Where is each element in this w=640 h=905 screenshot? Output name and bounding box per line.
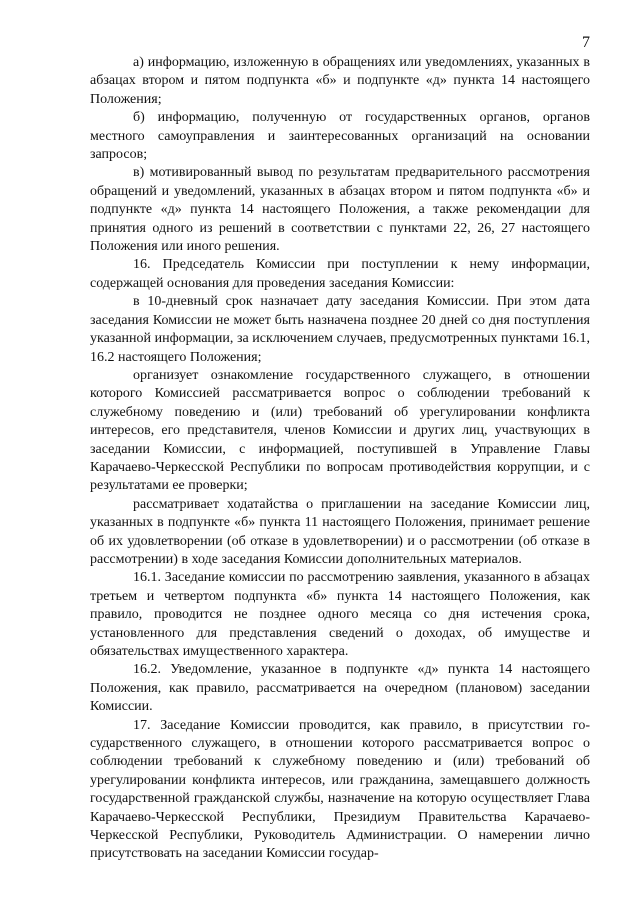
paragraph-16: 16. Председатель Комиссии при поступлении к нему информации, содержащей основания для проведения заседания Комиссии: <box>90 257 590 291</box>
paragraph-16-date: в 10-дневный срок назначает дату заседания Комиссии. При этом дата заседания Комиссии не может быть назначена позднее 20 дней со дня поступления указанной информации, за исключением случаев, предусмотренных пунктами 16.1, 16.2 настоящего Положения; <box>90 294 590 365</box>
page-number: 7 <box>582 34 590 51</box>
document-body <box>90 54 590 864</box>
paragraph-16-petitions: рассматривает ходатайства о приглашении на заседание Комиссии лиц, указанных в подпункте «б» пункта 11 настоящего Положения, принимает решение об их удовлетворении (об отказе в удовлетворении) и о рассмотрении (об отказе в рассмотрении) в ходе заседания Комиссии дополнительных материалов. <box>90 496 590 567</box>
paragraph-a: а) информацию, изложенную в обращениях или уведомлениях, указанных в абзацах втором и пятом подпункта «б» и подпункте «д» пункта 14 настоящего Положения; <box>90 55 590 107</box>
paragraph-17: 17. Заседание Комиссии проводится, как правило, в присутствии государственного служащего, в отношении которого рассматривается вопрос о соблюдении требований к служебному поведению и (или) требований об урегулировании конфликта интересов, или гражданина, замещавшего должность государственной гражданской службы, назначение на которую осуществляет Глава Карачаево-Черкесской Республики, Президиум Правительства Карачаево-Черкесской Республики, Руководитель Администрации. О намерении лично присутствовать на заседании Комиссии государ- <box>90 717 590 862</box>
paragraph-16-familiarization: организует ознакомление государственного служащего, в отношении которого Комиссией рассматривается вопрос о соблюдении требований к служебному поведению и (или) требований об урегулировании конфликта интересов, его представителя, членов Комиссии и других лиц, участвующих в заседании Комиссии, с информацией, поступившей в Управление Главы Карачаево-Черкесской Республики по вопросам противодействия коррупции, и с результатами ее проверки; <box>90 367 590 494</box>
paragraph-v: в) мотивированный вывод по результатам предварительного рассмотрения обращений и уведомлений, указанных в абзацах втором и пятом подпункта «б» и подпункте «д» пункта 14 настоящего Положения, а также рекомендации для принятия одного из решений в соответствии с пунктами 22, 26, 27 настоящего Положения или иного решения. <box>90 165 590 255</box>
paragraph-b: б) информацию, полученную от государственных органов, органов местного самоуправления и заинтересованных организаций на основании запросов; <box>90 110 590 163</box>
paragraph-16-1: 16.1. Заседание комиссии по рассмотрению заявления, указанного в абзацах третьем и четвертом подпункта «б» пункта 14 настоящего Положения, как правило, проводится не позднее одного месяца со дня истечения срока, установленного для представления сведений о доходах, об имуществе и обязательствах имущественного характера. <box>90 570 590 659</box>
paragraph-16-2: 16.2. Уведомление, указанное в подпункте «д» пункта 14 настоящего Положения, как правило, рассматривается на очередном (плановом) заседании Комиссии. <box>90 662 590 715</box>
